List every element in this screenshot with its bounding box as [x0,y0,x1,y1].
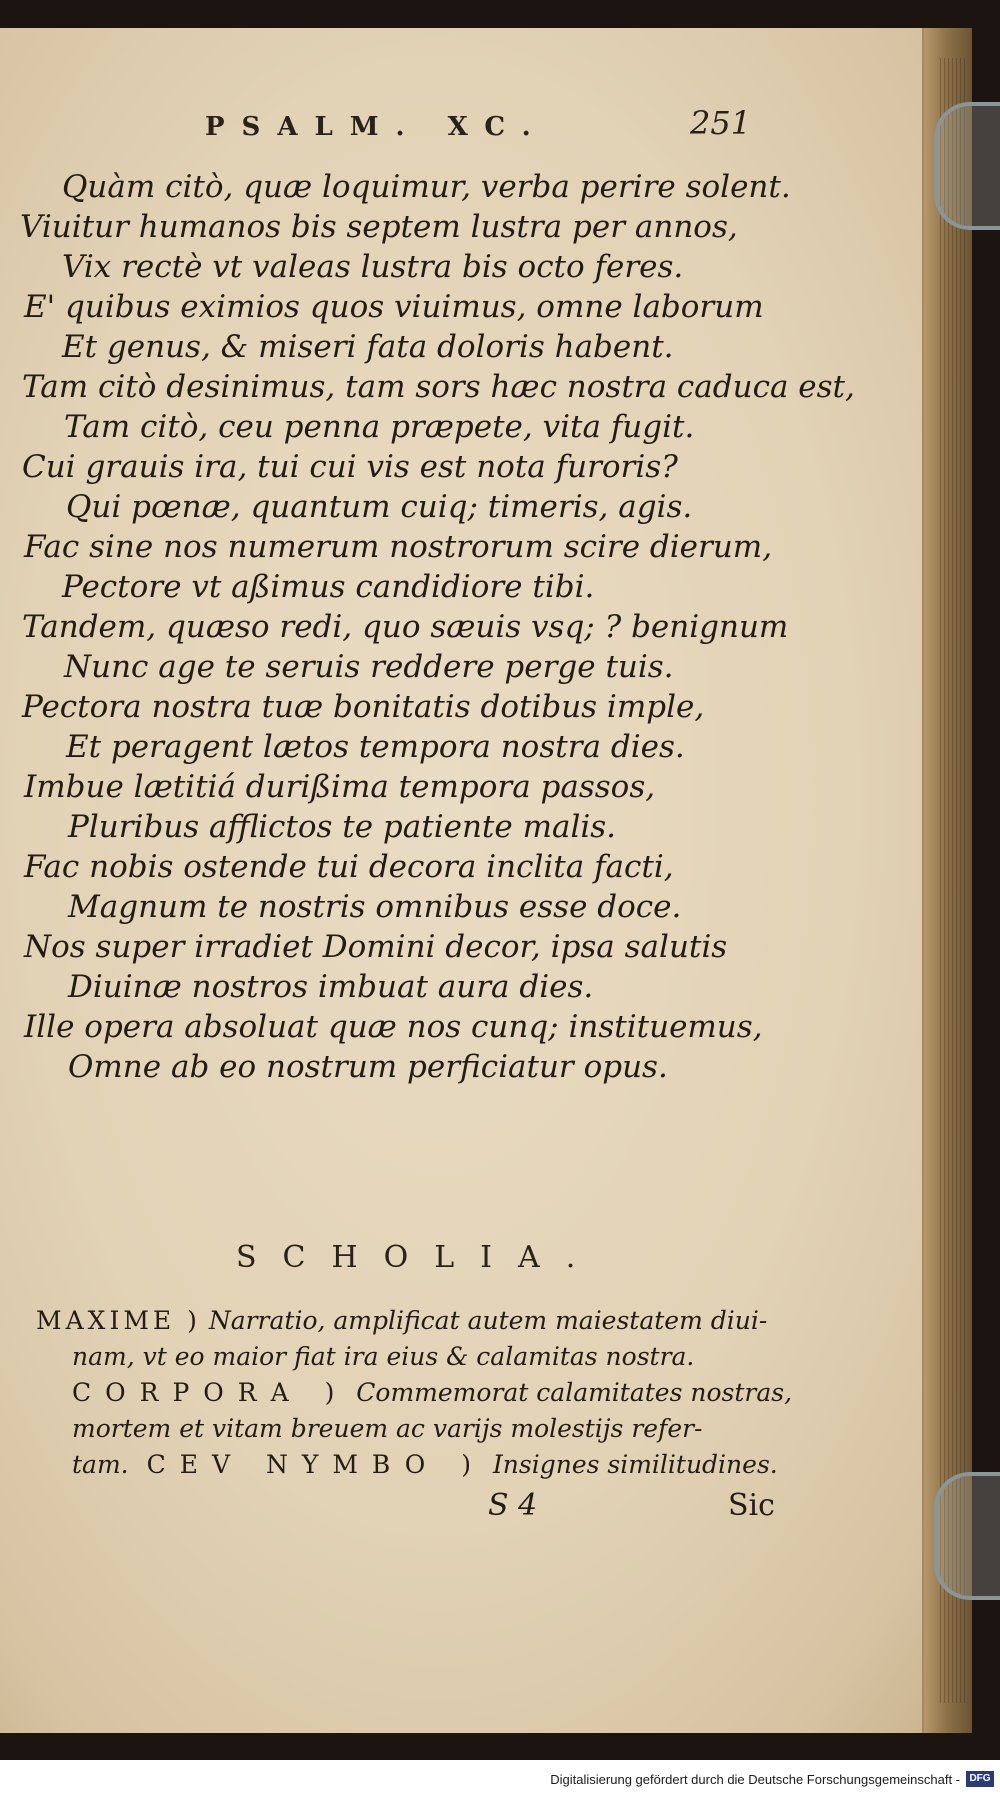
verse-line: Fac nobis ostende tui decora inclita facti, [24,849,674,885]
scholia-heading: SCHOLIA. [236,1240,602,1275]
verse-line: Imbue lætitiá durißima tempora passos, [24,769,656,805]
verse-line: Pectora nostra tuæ bonitatis dotibus imple, [22,689,705,725]
verse-line: Nos super irradiet Domini decor, ipsa salutis [24,929,728,965]
scholia-text: Commemorat calamitates nostras, [356,1378,793,1407]
scholia-line [72,1340,694,1374]
scholia-text: tam. [72,1450,129,1479]
verse-line: Vix rectè vt valeas lustra bis octo feres. [62,249,684,285]
verse-line: Ille opera absoluat quæ nos cunq; instituemus, [24,1009,763,1045]
verse-line: Tam citò desinimus, tam sors hæc nostra caduca est, [22,369,855,405]
page-number: 251 [690,104,752,142]
verse-line: Diuinæ nostros imbuat aura dies. [68,969,594,1005]
dfg-logo: DFG [966,1771,994,1787]
scholia-text: nam, vt eo maior fiat ira eius & calamitas nostra. [72,1342,695,1371]
verse-line: Omne ab eo nostrum perficiatur opus. [68,1049,668,1085]
verse-line: Tam citò, ceu penna præpete, vita fugit. [64,409,695,445]
scholia-text: Insignes similitudines. [492,1450,778,1479]
digitization-footer [0,1763,1000,1801]
page-clip-top [934,102,1000,230]
verse-line: Cui grauis ira, tui cui vis est nota furoris? [22,449,678,485]
scholia-lemma: CEV NYMBO ) [146,1450,485,1479]
running-title: PSALM. XC. [205,112,548,142]
verse-line: Pluribus afflictos te patiente malis. [68,809,617,845]
verse-line: Tandem, quæso redi, quo sæuis vsq; ? benignum [22,609,789,645]
verse-line: Magnum te nostris omnibus esse doce. [68,889,682,925]
scholia-lemma: MAXIME ) [36,1306,201,1335]
verse-line: Qui pœnæ, quantum cuiq; timeris, agis. [66,489,693,525]
verse-line: Fac sine nos numerum nostrorum scire dierum, [24,529,773,565]
scholia-line [72,1448,778,1482]
scholia-line [72,1412,703,1446]
signature-mark: S 4 [488,1488,538,1523]
verse-line: Nunc age te seruis reddere perge tuis. [64,649,674,685]
page-clip-bottom [934,1472,1000,1600]
scholia-line [36,1304,767,1338]
verse-line: Et genus, & miseri fata doloris habent. [62,329,674,365]
scholia-line [72,1376,792,1410]
verse-line: Quàm citò, quæ loquimur, verba perire solent. [62,169,791,205]
verse-line: Viuitur humanos bis septem lustra per annos, [20,209,738,245]
verse-line: Et peragent lætos tempora nostra dies. [66,729,685,765]
verse-line: E' quibus eximios quos viuimus, omne laborum [24,289,764,325]
catchword: Sic [728,1488,775,1523]
scholia-text: mortem et vitam breuem ac varijs molestijs refer- [72,1414,703,1443]
scholia-lemma: CORPORA ) [72,1378,349,1407]
scholia-text: Narratio, amplificat autem maiestatem diui- [208,1306,768,1335]
funding-credit: Digitalisierung gefördert durch die Deutsche Forschungsgemeinschaft - [550,1772,960,1787]
verse-line: Pectore vt aßimus candidiore tibi. [62,569,595,605]
